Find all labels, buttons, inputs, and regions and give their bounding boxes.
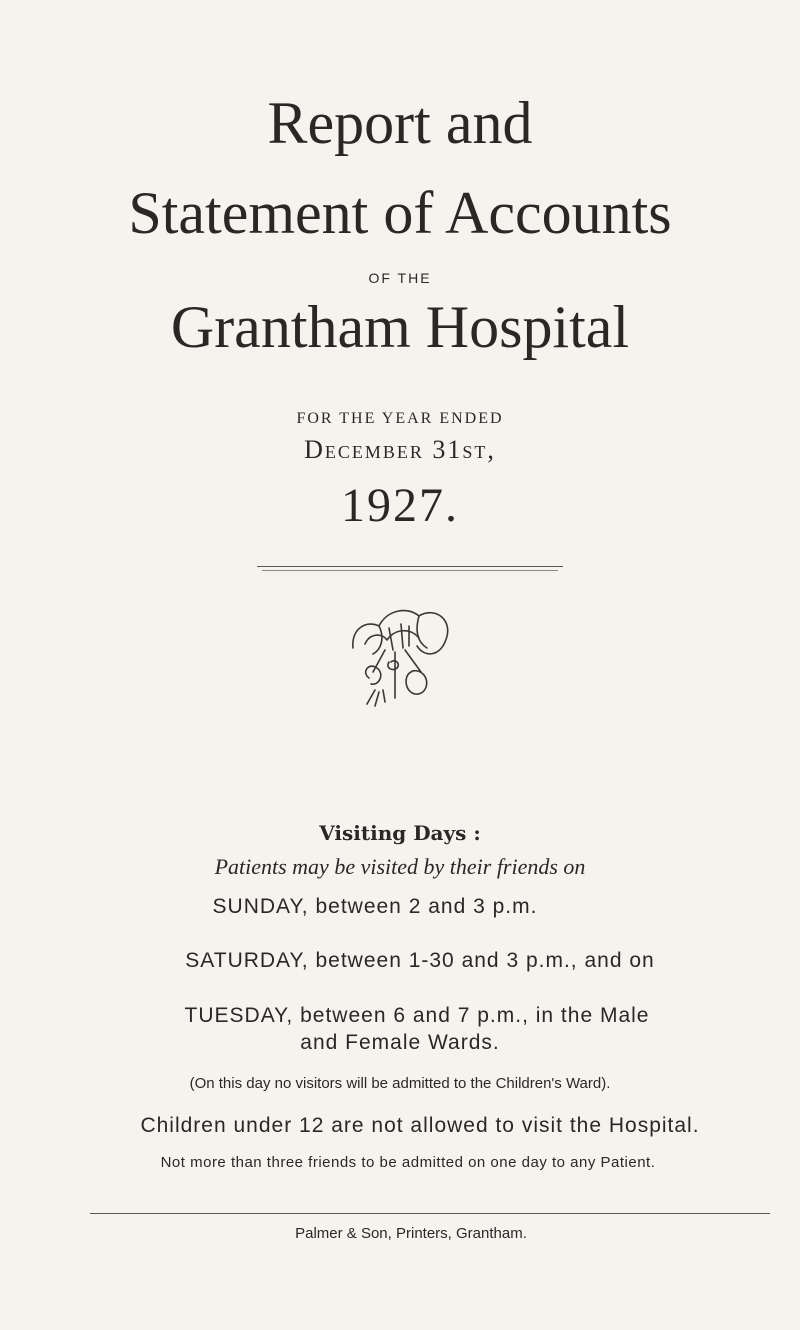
sunday-hours: SUNDAY, between 2 and 3 p.m. bbox=[212, 895, 538, 918]
title-line-1: Report and bbox=[267, 90, 533, 156]
visitor-limit: Not more than three friends to be admitted on one day to any Patient. bbox=[160, 1154, 656, 1171]
period-date: December 31st, bbox=[304, 435, 496, 464]
of-the-label: OF THE bbox=[368, 270, 432, 286]
title-line-2: Statement of Accounts bbox=[128, 180, 672, 246]
tuesday-hours: TUESDAY, between 6 and 7 p.m., in the Male bbox=[184, 1004, 650, 1027]
bottom-divider bbox=[90, 1213, 770, 1214]
visiting-intro: Patients may be visited by their friends on bbox=[214, 854, 586, 879]
top-divider bbox=[257, 566, 563, 567]
visiting-days-heading: Visiting Days : bbox=[319, 821, 481, 845]
year-ended-label: FOR THE YEAR ENDED bbox=[296, 410, 504, 427]
period-year: 1927. bbox=[341, 479, 459, 532]
staff-of-asclepius-emblem-icon bbox=[345, 598, 455, 713]
childrens-ward-note: (On this day no visitors will be admitted to the Children's Ward). bbox=[189, 1075, 611, 1092]
hospital-name: Grantham Hospital bbox=[170, 294, 630, 360]
top-divider-thin bbox=[262, 570, 558, 571]
children-restriction: Children under 12 are not allowed to visit the Hospital. bbox=[140, 1114, 700, 1137]
saturday-hours: SATURDAY, between 1-30 and 3 p.m., and on bbox=[185, 949, 655, 972]
printer-imprint: Palmer & Son, Printers, Grantham. bbox=[295, 1225, 527, 1242]
wards-line: and Female Wards. bbox=[300, 1031, 500, 1054]
